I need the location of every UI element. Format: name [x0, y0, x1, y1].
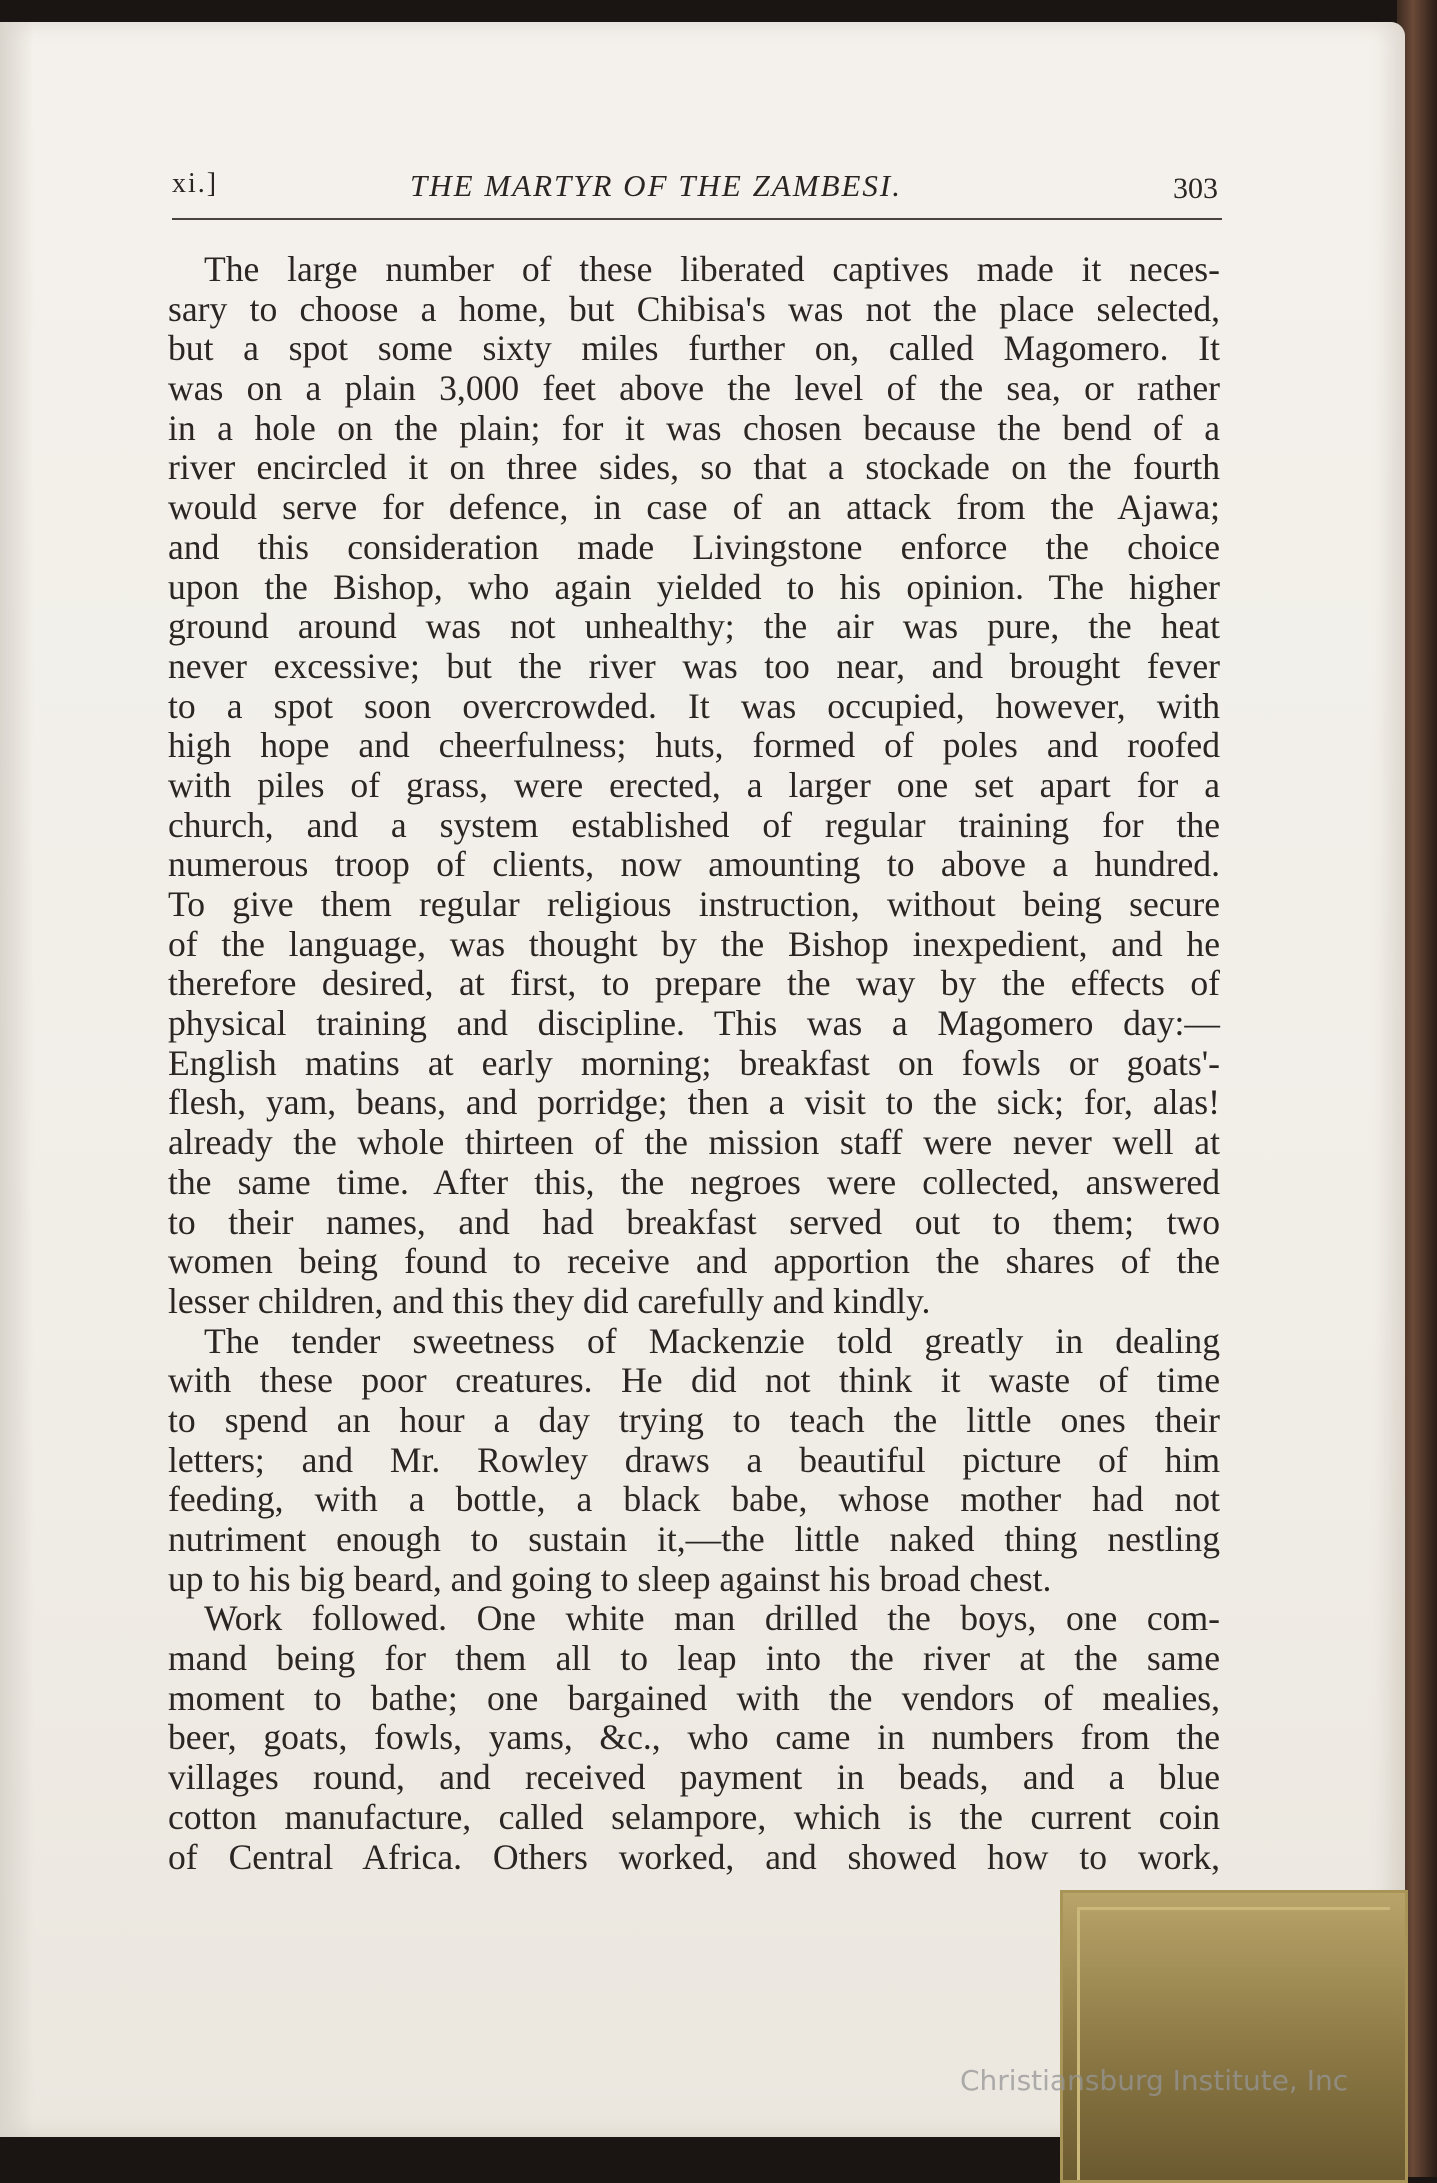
text-line: cotton manufacture, called selampore, which is the current coin	[168, 1796, 1220, 1837]
text-line: mand being for them all to leap into the river at the same	[168, 1638, 1220, 1679]
page-gutter-shadow	[0, 22, 34, 2137]
text-line: beer, goats, fowls, yams, &c., who came in numbers from the	[168, 1717, 1220, 1758]
text-line: of the language, was thought by the Bishop inexpedient, and he	[168, 923, 1220, 964]
text-line: women being found to receive and apportion the shares of the	[168, 1241, 1220, 1282]
text-line: river encircled it on three sides, so that a stockade on the fourth	[168, 447, 1220, 488]
text-line: upon the Bishop, who again yielded to his opinion. The higher	[168, 566, 1220, 607]
text-line: was on a plain 3,000 feet above the level of the sea, or rather	[168, 368, 1220, 409]
text-line: but a spot some sixty miles further on, called Magomero. It	[168, 328, 1220, 369]
text-line: moment to bathe; one bargained with the vendors of mealies,	[168, 1677, 1220, 1718]
text-line: English matins at early morning; breakfast on fowls or goats'-	[168, 1042, 1220, 1083]
text-line: physical training and discipline. This was a Magomero day:—	[168, 1003, 1220, 1044]
text-line: never excessive; but the river was too near, and brought fever	[168, 645, 1220, 686]
text-line: already the whole thirteen of the mission staff were never well at	[168, 1122, 1220, 1163]
chapter-number: xi.]	[172, 168, 219, 199]
text-line: ground around was not unhealthy; the air was pure, the heat	[168, 606, 1220, 647]
page-weight-bevel	[1077, 1907, 1390, 2180]
text-line: Work followed. One white man drilled the boys, one com-	[204, 1598, 1220, 1639]
page-weight-block	[1060, 1890, 1408, 2183]
text-line: therefore desired, at first, to prepare the way by the effects of	[168, 963, 1220, 1004]
text-line: sary to choose a home, but Chibisa's was not the place selected,	[168, 288, 1220, 329]
text-line: with these poor creatures. He did not think it waste of time	[168, 1360, 1220, 1401]
text-line: nutriment enough to sustain it,—the little naked thing nestling	[168, 1519, 1220, 1559]
watermark: Christiansburg Institute, Inc	[960, 2064, 1349, 2097]
text-line: would serve for defence, in case of an attack from the Ajawa;	[168, 487, 1220, 528]
text-line: church, and a system established of regular training for the	[168, 804, 1220, 845]
text-line: The large number of these liberated captives made it neces-	[204, 249, 1220, 289]
text-line: up to his big beard, and going to sleep against his broad chest.	[168, 1558, 1052, 1599]
running-header	[172, 168, 1222, 220]
text-line: and this consideration made Livingstone enforce the choice	[168, 526, 1220, 567]
text-line: the same time. After this, the negroes were collected, answered	[168, 1161, 1220, 1202]
text-line: in a hole on the plain; for it was chosen because the bend of a	[168, 407, 1220, 448]
page-number: 303	[1173, 172, 1218, 205]
text-line: high hope and cheerfulness; huts, formed of poles and roofed	[168, 725, 1220, 766]
text-line: flesh, yam, beans, and porridge; then a visit to the sick; for, alas!	[168, 1082, 1220, 1123]
text-line: The tender sweetness of Mackenzie told greatly in dealing	[204, 1320, 1220, 1361]
text-line: letters; and Mr. Rowley draws a beautiful picture of him	[168, 1439, 1220, 1480]
text-line: feeding, with a bottle, a black babe, whose mother had not	[168, 1479, 1220, 1520]
running-title: THE MARTYR OF THE ZAMBESI.	[410, 168, 903, 203]
text-line: of Central Africa. Others worked, and showed how to work,	[168, 1836, 1220, 1877]
text-line: to a spot soon overcrowded. It was occupied, however, with	[168, 685, 1220, 726]
text-line: villages round, and received payment in beads, and a blue	[168, 1757, 1220, 1798]
text-line: to their names, and had breakfast served out to them; two	[168, 1201, 1220, 1242]
body-text	[168, 250, 1220, 1877]
text-line: with piles of grass, were erected, a larger one set apart for a	[168, 764, 1220, 805]
text-line: to spend an hour a day trying to teach the little ones their	[168, 1399, 1220, 1440]
text-line: numerous troop of clients, now amounting to above a hundred.	[168, 844, 1220, 885]
text-line: To give them regular religious instruction, without being secure	[168, 884, 1220, 924]
text-line: lesser children, and this they did carefully and kindly.	[168, 1280, 931, 1321]
